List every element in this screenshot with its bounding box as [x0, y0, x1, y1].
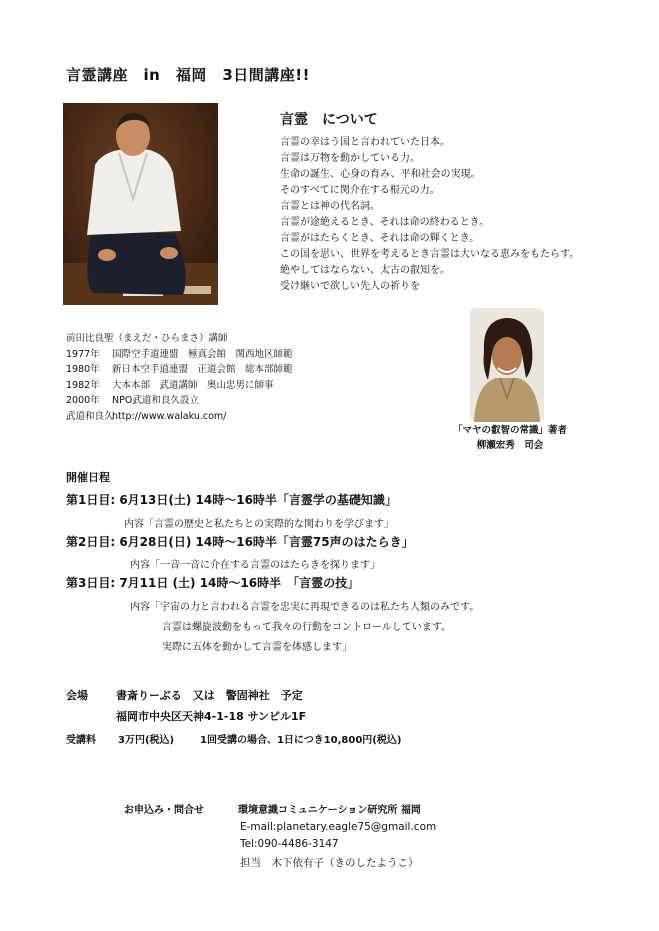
history-row [66, 393, 293, 409]
poem-line: 言霊の幸はう国と言われていた日本。 [280, 137, 450, 148]
lecturer-photo [63, 103, 218, 305]
history-text: NPO武道和良久設立 [112, 395, 199, 406]
poem-line: 言霊がはたらくとき、それは命の輝くとき。 [280, 233, 480, 244]
about-poem [280, 135, 579, 295]
history-text: 大本本部 武道講師 奥山忠男に師事 [112, 379, 274, 391]
contact-label: お申込み・問合せ [124, 805, 204, 816]
poem-line: この国を思い、世界を考えるとき言霊は大いなる恵みをもたらす。 [280, 249, 580, 260]
poem-line: 生命の誕生、心身の育み、平和社会の実現。 [280, 169, 481, 180]
day-1-title: 第1日目: 6月13日(土) 14時〜16時半「言霊学の基礎知識」 [66, 493, 397, 507]
about-heading: 言霊 について [280, 112, 378, 128]
day-3-desc: 言霊は螺旋波動をもって我々の行動をコントロールしています。 [162, 622, 451, 633]
history-row [66, 378, 293, 394]
lecturer-name: 前田比良聖（まえだ・ひらまさ）講師 [66, 333, 228, 344]
poem-line: そのすべてに関介在する根元の力。 [280, 185, 440, 196]
host-name: 柳瀬宏秀 司会 [476, 440, 544, 451]
day-3-title: 第3日目: 7月11日 (土) 14時〜16時半 「言霊の技」 [66, 576, 360, 590]
history-year: 1977年 [66, 348, 100, 360]
poem-line: 言霊は万物を動かしている力。 [280, 153, 420, 164]
contact-email[interactable]: E-mail:planetary.eagle75@gmail.com [240, 821, 437, 833]
lecturer-bio [66, 331, 293, 424]
poem-line: 絶やしてはならない、太古の叡知を。 [280, 265, 450, 276]
fee-single: 1回受講の場合、1日につき10,800円(税込) [200, 735, 402, 746]
venue-address: 福岡市中央区天神4-1-18 サンビル1F [116, 710, 307, 723]
day-3-desc: 実際に五体を動かして言霊を体感します」 [162, 642, 352, 653]
history-year: 1982年 [66, 379, 100, 391]
fee-label: 受講料 [66, 735, 96, 746]
venue-place: 書斎りーぶる 又は 警固神社 予定 [116, 689, 303, 702]
day-2-desc: 内容「一音一音に介在する言霊のはたらきを探ります」 [130, 560, 380, 571]
host-book: 「マヤの叡智の常識」著者 [452, 425, 567, 436]
org-name: 武道和良久 [66, 410, 114, 422]
history-text: 新日本空手道連盟 正道会館 総本部師範 [112, 364, 293, 375]
page-title: 言霊講座 in 福岡 3日間講座!! [66, 66, 310, 84]
poem-line: 言霊が途絶えるとき、それは命の終わるとき。 [280, 217, 490, 228]
org-url[interactable]: http://www.walaku.com/ [112, 410, 227, 422]
fee-amount: 3万円(税込) [118, 735, 175, 746]
history-row [66, 362, 293, 378]
day-1-desc: 内容「言霊の歴史と私たちとの実際的な関わりを学びます」 [124, 519, 394, 530]
day-3-desc: 内容「宇宙の力と言われる言霊を忠実に再現できるのは私たち人類のみです。 [130, 602, 480, 613]
org-row [66, 409, 293, 425]
venue-label: 会場 [66, 689, 88, 702]
contact-person: 担当 木下依有子（きのしたようこ） [240, 857, 419, 869]
contact-org: 環境意識コミュニケーション研究所 福岡 [238, 805, 421, 816]
host-photo [470, 308, 544, 422]
history-row [66, 347, 293, 363]
day-2-title: 第2日目: 6月28日(日) 14時〜16時半「言霊75声のはたらき」 [66, 535, 414, 549]
history-text: 国際空手道連盟 極真会館 関西地区師範 [112, 348, 293, 360]
schedule-heading: 開催日程 [66, 471, 110, 484]
poem-line: 言霊とは神の代名詞。 [280, 201, 380, 212]
history-year: 2000年 [66, 395, 100, 406]
host-caption [430, 423, 590, 453]
poem-line: 受け継いで欲しい先人の祈りを [280, 281, 420, 292]
contact-tel[interactable]: Tel:090-4486-3147 [240, 838, 339, 850]
history-year: 1980年 [66, 364, 100, 375]
